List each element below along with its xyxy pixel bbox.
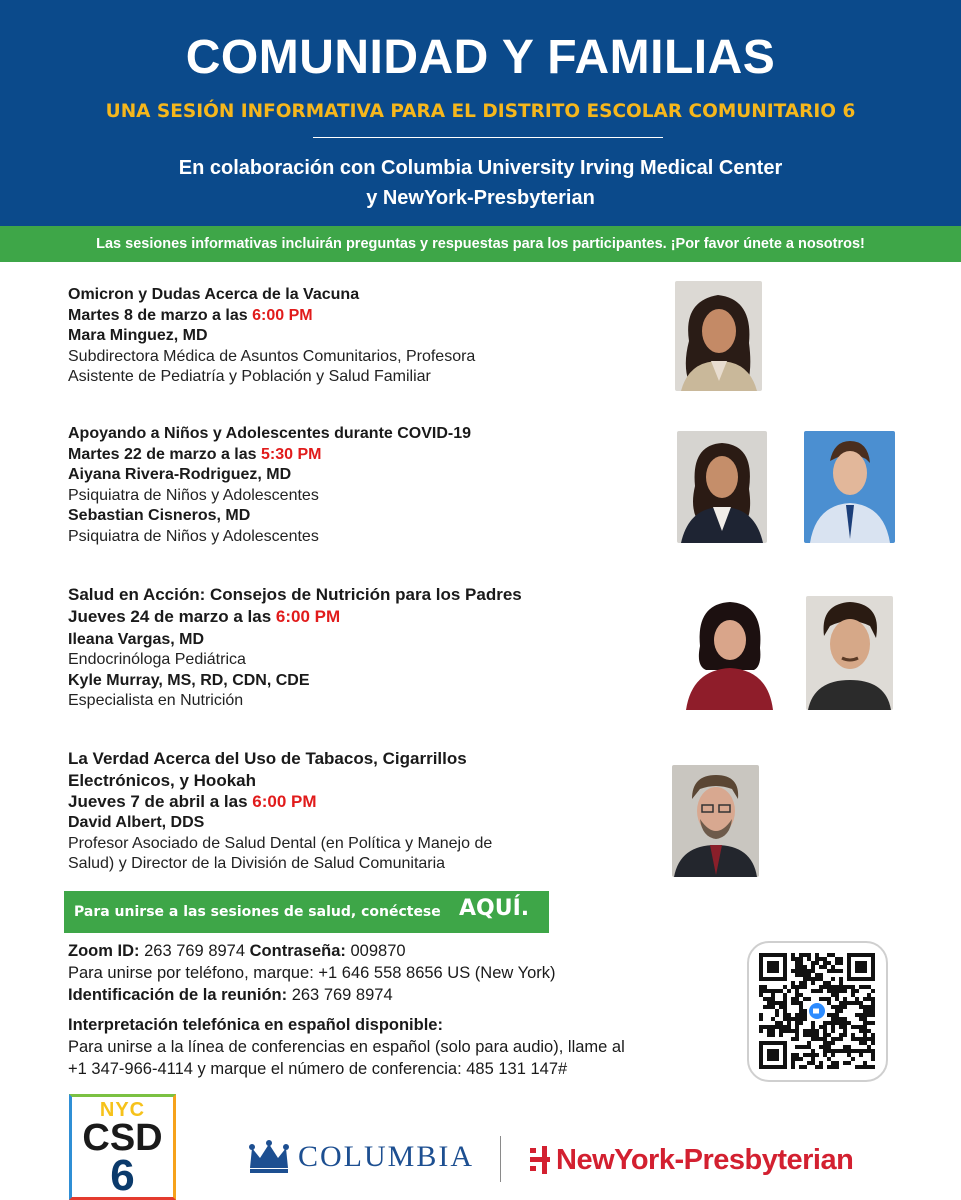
columbia-logo <box>248 1134 474 1180</box>
speaker-photo-rivera-rodriguez <box>677 431 767 543</box>
session-title: La Verdad Acerca del Uso de Tabacos, Cigarrillos <box>68 749 467 768</box>
qr-code[interactable] <box>747 941 888 1082</box>
session-date-text: Martes 8 de marzo a las <box>68 306 253 324</box>
zoom-meeting-label: Identificación de la reunión: <box>68 986 288 1004</box>
zoom-id-line <box>68 940 728 962</box>
collaboration-line-2: y NewYork-Presbyterian <box>366 187 595 209</box>
zoom-meeting-value: 263 769 8974 <box>291 986 393 1004</box>
collaboration-text <box>0 153 961 213</box>
speaker-name: David Albert, DDS <box>68 814 205 831</box>
session-time: 6:00 PM <box>275 606 341 626</box>
speaker-role: Especialista en Nutrición <box>68 692 244 709</box>
info-banner: Las sesiones informativas incluirán preguntas y respuestas para los participantes. ¡Por favor únete a nosotros! <box>0 226 961 262</box>
join-link[interactable]: AQUÍ. <box>459 896 530 921</box>
speaker-name: Kyle Murray, MS, RD, CDN, CDE <box>68 671 310 689</box>
zoom-id-value: 263 769 8974 <box>144 942 246 960</box>
speaker-photo-murray <box>806 596 893 710</box>
speaker-name: Mara Minguez, MD <box>68 327 208 344</box>
speaker-role: Subdirectora Médica de Asuntos Comunitarios, Profesora <box>68 347 476 365</box>
qr-code-graphic <box>749 943 886 1080</box>
zoom-pass-label: Contraseña: <box>249 942 346 960</box>
session-title: Apoyando a Niños y Adolescentes durante COVID-19 <box>68 425 472 442</box>
session-title: Salud en Acción: Consejos de Nutrición para los Padres <box>68 585 522 604</box>
session-date <box>68 606 668 628</box>
speaker-photo-vargas <box>684 596 775 710</box>
session-date-text: Jueves 24 de marzo a las <box>68 606 276 626</box>
nyp-logo <box>528 1140 853 1180</box>
session-time: 6:00 PM <box>252 306 313 324</box>
nyp-cross-icon <box>528 1144 552 1176</box>
speaker-photo-minguez <box>675 281 762 391</box>
zoom-phone-line: Para unirse por teléfono, marque: +1 646 558 8656 US (New York) <box>68 964 556 982</box>
header-banner <box>0 0 961 226</box>
speaker-role: Psiquiatra de Niños y Adolescentes <box>68 527 319 545</box>
speaker-name: Ileana Vargas, MD <box>68 630 205 648</box>
session-date <box>68 791 668 813</box>
page-title: COMUNIDAD Y FAMILIAS <box>185 31 776 84</box>
csd-logo <box>69 1094 176 1200</box>
session-3 <box>68 584 668 712</box>
crown-icon <box>248 1140 290 1174</box>
interpretation-title: Interpretación telefónica en español disponible: <box>68 1016 443 1034</box>
session-date <box>68 306 668 327</box>
collaboration-line-1: En colaboración con Columbia University Irving Medical Center <box>178 157 783 179</box>
page-subtitle: UNA SESIÓN INFORMATIVA PARA EL DISTRITO ESCOLAR COMUNITARIO 6 <box>105 101 856 122</box>
speaker-name: Sebastian Cisneros, MD <box>68 507 251 524</box>
speaker-role: Psiquiatra de Niños y Adolescentes <box>68 486 319 504</box>
session-2 <box>68 424 668 547</box>
zoom-meeting-line <box>68 984 728 1006</box>
csd-logo-nyc: NYC <box>99 1099 146 1121</box>
speaker-role: Profesor Asociado de Salud Dental (en Política y Manejo de <box>68 834 493 852</box>
zoom-info <box>68 940 728 1080</box>
session-1 <box>68 285 668 388</box>
session-title: Omicron y Dudas Acerca de la Vacuna <box>68 286 360 303</box>
speaker-role-cont: Salud) y Director de la División de Salud Comunitaria <box>68 855 446 872</box>
speaker-role: Endocrinóloga Pediátrica <box>68 651 246 668</box>
speaker-role-cont: Asistente de Pediatría y Población y Salud Familiar <box>68 368 431 385</box>
session-date-text: Jueves 7 de abril a las <box>68 792 253 811</box>
session-time: 5:30 PM <box>260 445 322 463</box>
columbia-text: COLUMBIA <box>298 1140 475 1173</box>
zoom-id-label: Zoom ID: <box>68 942 140 960</box>
session-date-text: Martes 22 de marzo a las <box>68 445 261 463</box>
zoom-pass-value: 009870 <box>350 942 406 960</box>
join-sessions-banner[interactable] <box>64 891 549 933</box>
interpretation-line-1: Para unirse a la línea de conferencias en español (solo para audio), llame al <box>68 1038 625 1056</box>
session-date <box>68 445 668 466</box>
csd-logo-number: 6 <box>110 1151 135 1200</box>
interpretation-line-2: +1 347-966-4114 y marque el número de conferencia: 485 131 147# <box>68 1060 568 1078</box>
session-4 <box>68 748 668 875</box>
logo-divider <box>500 1136 501 1182</box>
session-title-cont: Electrónicos, y Hookah <box>68 770 256 790</box>
speaker-name: Aiyana Rivera-Rodriguez, MD <box>68 466 292 483</box>
csd-logo-text: CSD <box>82 1117 163 1159</box>
speaker-photo-cisneros <box>804 431 895 543</box>
spacer <box>68 1006 728 1014</box>
speaker-photo-albert <box>672 765 759 877</box>
join-text: Para unirse a las sesiones de salud, conéctese <box>74 904 441 920</box>
header-divider <box>313 137 663 138</box>
session-time: 6:00 PM <box>252 792 317 811</box>
nyp-text: NewYork-Presbyterian <box>556 1143 854 1176</box>
